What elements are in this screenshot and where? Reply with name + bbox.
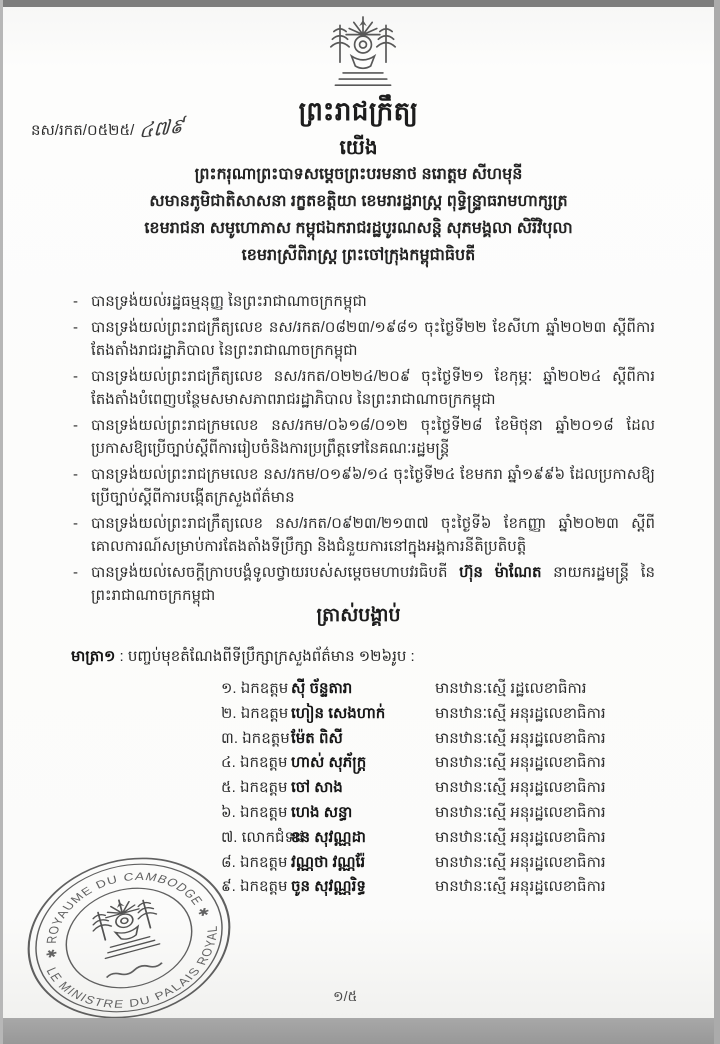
official-rank: មានឋានៈស្មើ រដ្ឋលេខាធិការ	[435, 680, 587, 697]
official-row	[221, 677, 606, 702]
official-rank: មានឋានៈស្មើ អនុរដ្ឋលេខាធិការ	[435, 828, 606, 846]
official-row	[221, 751, 606, 776]
official-rank: មានឋានៈស្មើ អនុរដ្ឋលេខាធិការ	[435, 853, 606, 871]
official-number-title: ៧. លោកជំទាវ	[221, 828, 304, 846]
official-row	[221, 826, 606, 851]
photo-edge-left	[0, 0, 3, 1044]
royal-arms-emblem	[317, 13, 409, 93]
preamble-item	[73, 561, 655, 608]
document-subtitle: យើង	[339, 137, 378, 159]
preamble-item	[73, 512, 655, 559]
official-number-title: ៥. ឯកឧត្ដម	[221, 779, 288, 797]
royal-titles-block	[3, 161, 714, 269]
official-row	[221, 727, 606, 752]
official-name: ស៊ី ច័ន្ទតារា	[291, 680, 353, 697]
official-rank: មានឋានៈស្មើ អនុរដ្ឋលេខាធិការ	[435, 729, 606, 747]
photo-edge-right	[714, 0, 720, 1044]
bullet-dash: -	[73, 293, 78, 310]
official-name: ហាស់ សុភ័ក្ត្រ	[291, 754, 367, 772]
official-number-title: ៤. ឯកឧត្ដម	[221, 754, 288, 772]
bullet-dash: -	[73, 318, 78, 336]
preamble-text: បានទ្រង់យល់ព្រះរាជក្រឹត្យលេខ នស/រកត/០៨២៣/១៩៨១ ចុះថ្ងៃទី២២ ខែសីហា ឆ្នាំ២០២៣ ស្ដីពីការតែងតាំងរាជរដ្ឋាភិបាល នៃព្រះរាជាណាចក្រកម្ពុជា	[91, 318, 655, 359]
official-row	[221, 875, 606, 900]
official-row	[221, 851, 606, 876]
preamble-item	[73, 414, 655, 461]
seal-motto-banner	[106, 961, 162, 980]
seal-top-text: ✱ ROYAUME DU CAMBODGE ✱	[43, 870, 213, 960]
ministry-seal	[6, 832, 253, 1043]
preamble-text: បានទ្រង់យល់សេចក្ដីក្រាបបង្គំទូលថ្វាយរបស់សម្ដេចមហាបវរធិបតី	[91, 563, 460, 581]
bullet-dash: -	[73, 416, 78, 434]
bullet-dash: -	[73, 465, 78, 483]
royal-title-line: សមានភូមិជាតិសាសនា រក្ខតខត្តិយា ខេមរារដ្ឋរាស្ត្រ ពុទ្ធិន្ទ្រាធរាមហាក្សត្រ	[149, 193, 568, 210]
page-number: ១/៥	[333, 988, 358, 1004]
seal-bottom-text: LE MINISTRE DU PALAIS ROYAL	[43, 924, 221, 1011]
official-name: ម៉ែត ពិសី	[291, 729, 343, 747]
article-separator: :	[115, 648, 128, 665]
preamble-item	[73, 316, 655, 363]
royal-title-line: ខេមរាស្រីពិរាស្ត្រ ព្រះចៅក្រុងកម្ពុជាធិបតី	[241, 247, 476, 264]
article-1	[71, 647, 657, 669]
reference-number-handwritten: ៤៧៩	[138, 115, 185, 143]
photo-edge-top	[0, 0, 720, 7]
official-number-title: ២. ឯកឧត្ដម	[221, 704, 289, 722]
preamble-bold-name: ហ៊ុន ម៉ាណែត	[459, 563, 542, 581]
official-number-title: ៨. ឯកឧត្ដម	[221, 853, 288, 871]
official-name: ហេង សន្ធា	[291, 803, 353, 821]
reference-number-printed: នស/រកត/០៥២៥/	[31, 122, 135, 139]
photo-edge-bottom	[0, 1018, 720, 1044]
official-row	[221, 776, 606, 801]
official-row	[221, 702, 606, 727]
preamble-item	[73, 290, 655, 314]
article-text: បញ្ចប់មុខតំណែងពីទីប្រឹក្សាក្រសួងព័ត៌មាន ១២៦រូប :	[127, 648, 415, 665]
preamble-list	[73, 290, 655, 610]
royal-title-line: ព្រះករុណាព្រះបាទសម្ដេចព្រះបរមនាថ នរោត្ដម សីហមុនី	[194, 166, 523, 183]
official-number-title: ៦. ឯកឧត្ដម	[221, 803, 288, 821]
preamble-text: បានទ្រង់យល់រដ្ឋធម្មនុញ្ញ នៃព្រះរាជាណាចក្រកម្ពុជា	[91, 293, 367, 310]
seal-center-arms	[87, 892, 164, 960]
order-heading: ត្រាស់បង្គាប់	[316, 605, 401, 626]
preamble-item	[73, 365, 655, 412]
official-number-title: ១. ឯកឧត្ដម	[221, 680, 289, 697]
official-name: ចូន សុវណ្ណរិទ្ធ	[291, 878, 366, 896]
bullet-dash: -	[73, 563, 78, 581]
official-name: ហៀន សេងហាក់	[291, 704, 386, 722]
official-rank: មានឋានៈស្មើ អនុរដ្ឋលេខាធិការ	[435, 779, 606, 797]
official-name: ចៅ សាង	[291, 779, 343, 797]
official-rank: មានឋានៈស្មើ អនុរដ្ឋលេខាធិការ	[435, 878, 606, 896]
officials-list	[221, 677, 606, 900]
official-number-title: ៩. ឯកឧត្ដម	[221, 878, 288, 896]
preamble-item	[73, 463, 655, 510]
preamble-text: បានទ្រង់យល់ព្រះរាជក្រឹត្យលេខ នស/រកត/០៩២៣/២១៣៧ ចុះថ្ងៃទី៦ ខែកញ្ញា ឆ្នាំ២០២៣ ស្ដីពីគោលការណ៍សម្រាប់ការតែងតាំងទីប្រឹក្សា និងជំនួយការនៅក្នុងអង្គការនីតិប្រតិបត្តិ	[91, 514, 655, 555]
official-name: ខន សុវណ្ណដា	[291, 828, 366, 846]
bullet-dash: -	[73, 514, 78, 532]
document-page	[3, 7, 714, 1018]
document-title: ព្រះរាជក្រឹត្យ	[298, 96, 419, 126]
official-row	[221, 801, 606, 826]
official-rank: មានឋានៈស្មើ អនុរដ្ឋលេខាធិការ	[435, 803, 606, 821]
royal-title-line: ខេមរាជនា សមូហោភាស កម្ពុជឯករាជរដ្ឋបូរណសន្តិ សុភមង្គលា សិរីវិបុលា	[144, 220, 573, 237]
bullet-dash: -	[73, 367, 78, 385]
official-rank: មានឋានៈស្មើ អនុរដ្ឋលេខាធិការ	[435, 754, 606, 772]
preamble-text-after: នាយករដ្ឋមន្ត្រី នៃព្រះរាជាណាចក្រកម្ពុជា	[91, 563, 655, 604]
preamble-text: បានទ្រង់យល់ព្រះរាជក្រមលេខ នស/រកម/០៦១៨/០១២ ចុះថ្ងៃទី២៨ ខែមិថុនា ឆ្នាំ២០១៨ ដែលប្រកាសឱ្យប្រើច្បាប់ស្ដីពីការរៀបចំនិងការប្រព្រឹត្តទៅនៃគណៈរដ្ឋមន្ត្រី	[91, 416, 655, 457]
preamble-text: បានទ្រង់យល់ព្រះរាជក្រឹត្យលេខ នស/រកត/០២២៤/២០៩ ចុះថ្ងៃទី២១ ខែកុម្ភៈ ឆ្នាំ២០២៤ ស្ដីពីការតែងតាំងបំពេញបន្ថែមសមាសភាពរាជរដ្ឋាភិបាល នៃព្រះរាជាណាចក្រកម្ពុជា	[91, 367, 655, 408]
official-name: វណ្ណថា វណ្ណរ៉ែ	[291, 853, 366, 871]
official-number-title: ៣. ឯកឧត្ដម	[221, 729, 290, 747]
preamble-text: បានទ្រង់យល់ព្រះរាជក្រមលេខ នស/រកម/០១៩៦/១៤ ចុះថ្ងៃទី២៤ ខែមករា ឆ្នាំ១៩៩៦ ដែលប្រកាសឱ្យប្រើច្បាប់ស្ដីពីការបង្កើតក្រសួងព័ត៌មាន	[91, 465, 655, 506]
official-rank: មានឋានៈស្មើ អនុរដ្ឋលេខាធិការ	[435, 704, 606, 722]
article-label: មាត្រា១	[71, 648, 116, 665]
svg-text:LE MINISTRE DU PALAIS ROYAL	[43, 922, 236, 1030]
